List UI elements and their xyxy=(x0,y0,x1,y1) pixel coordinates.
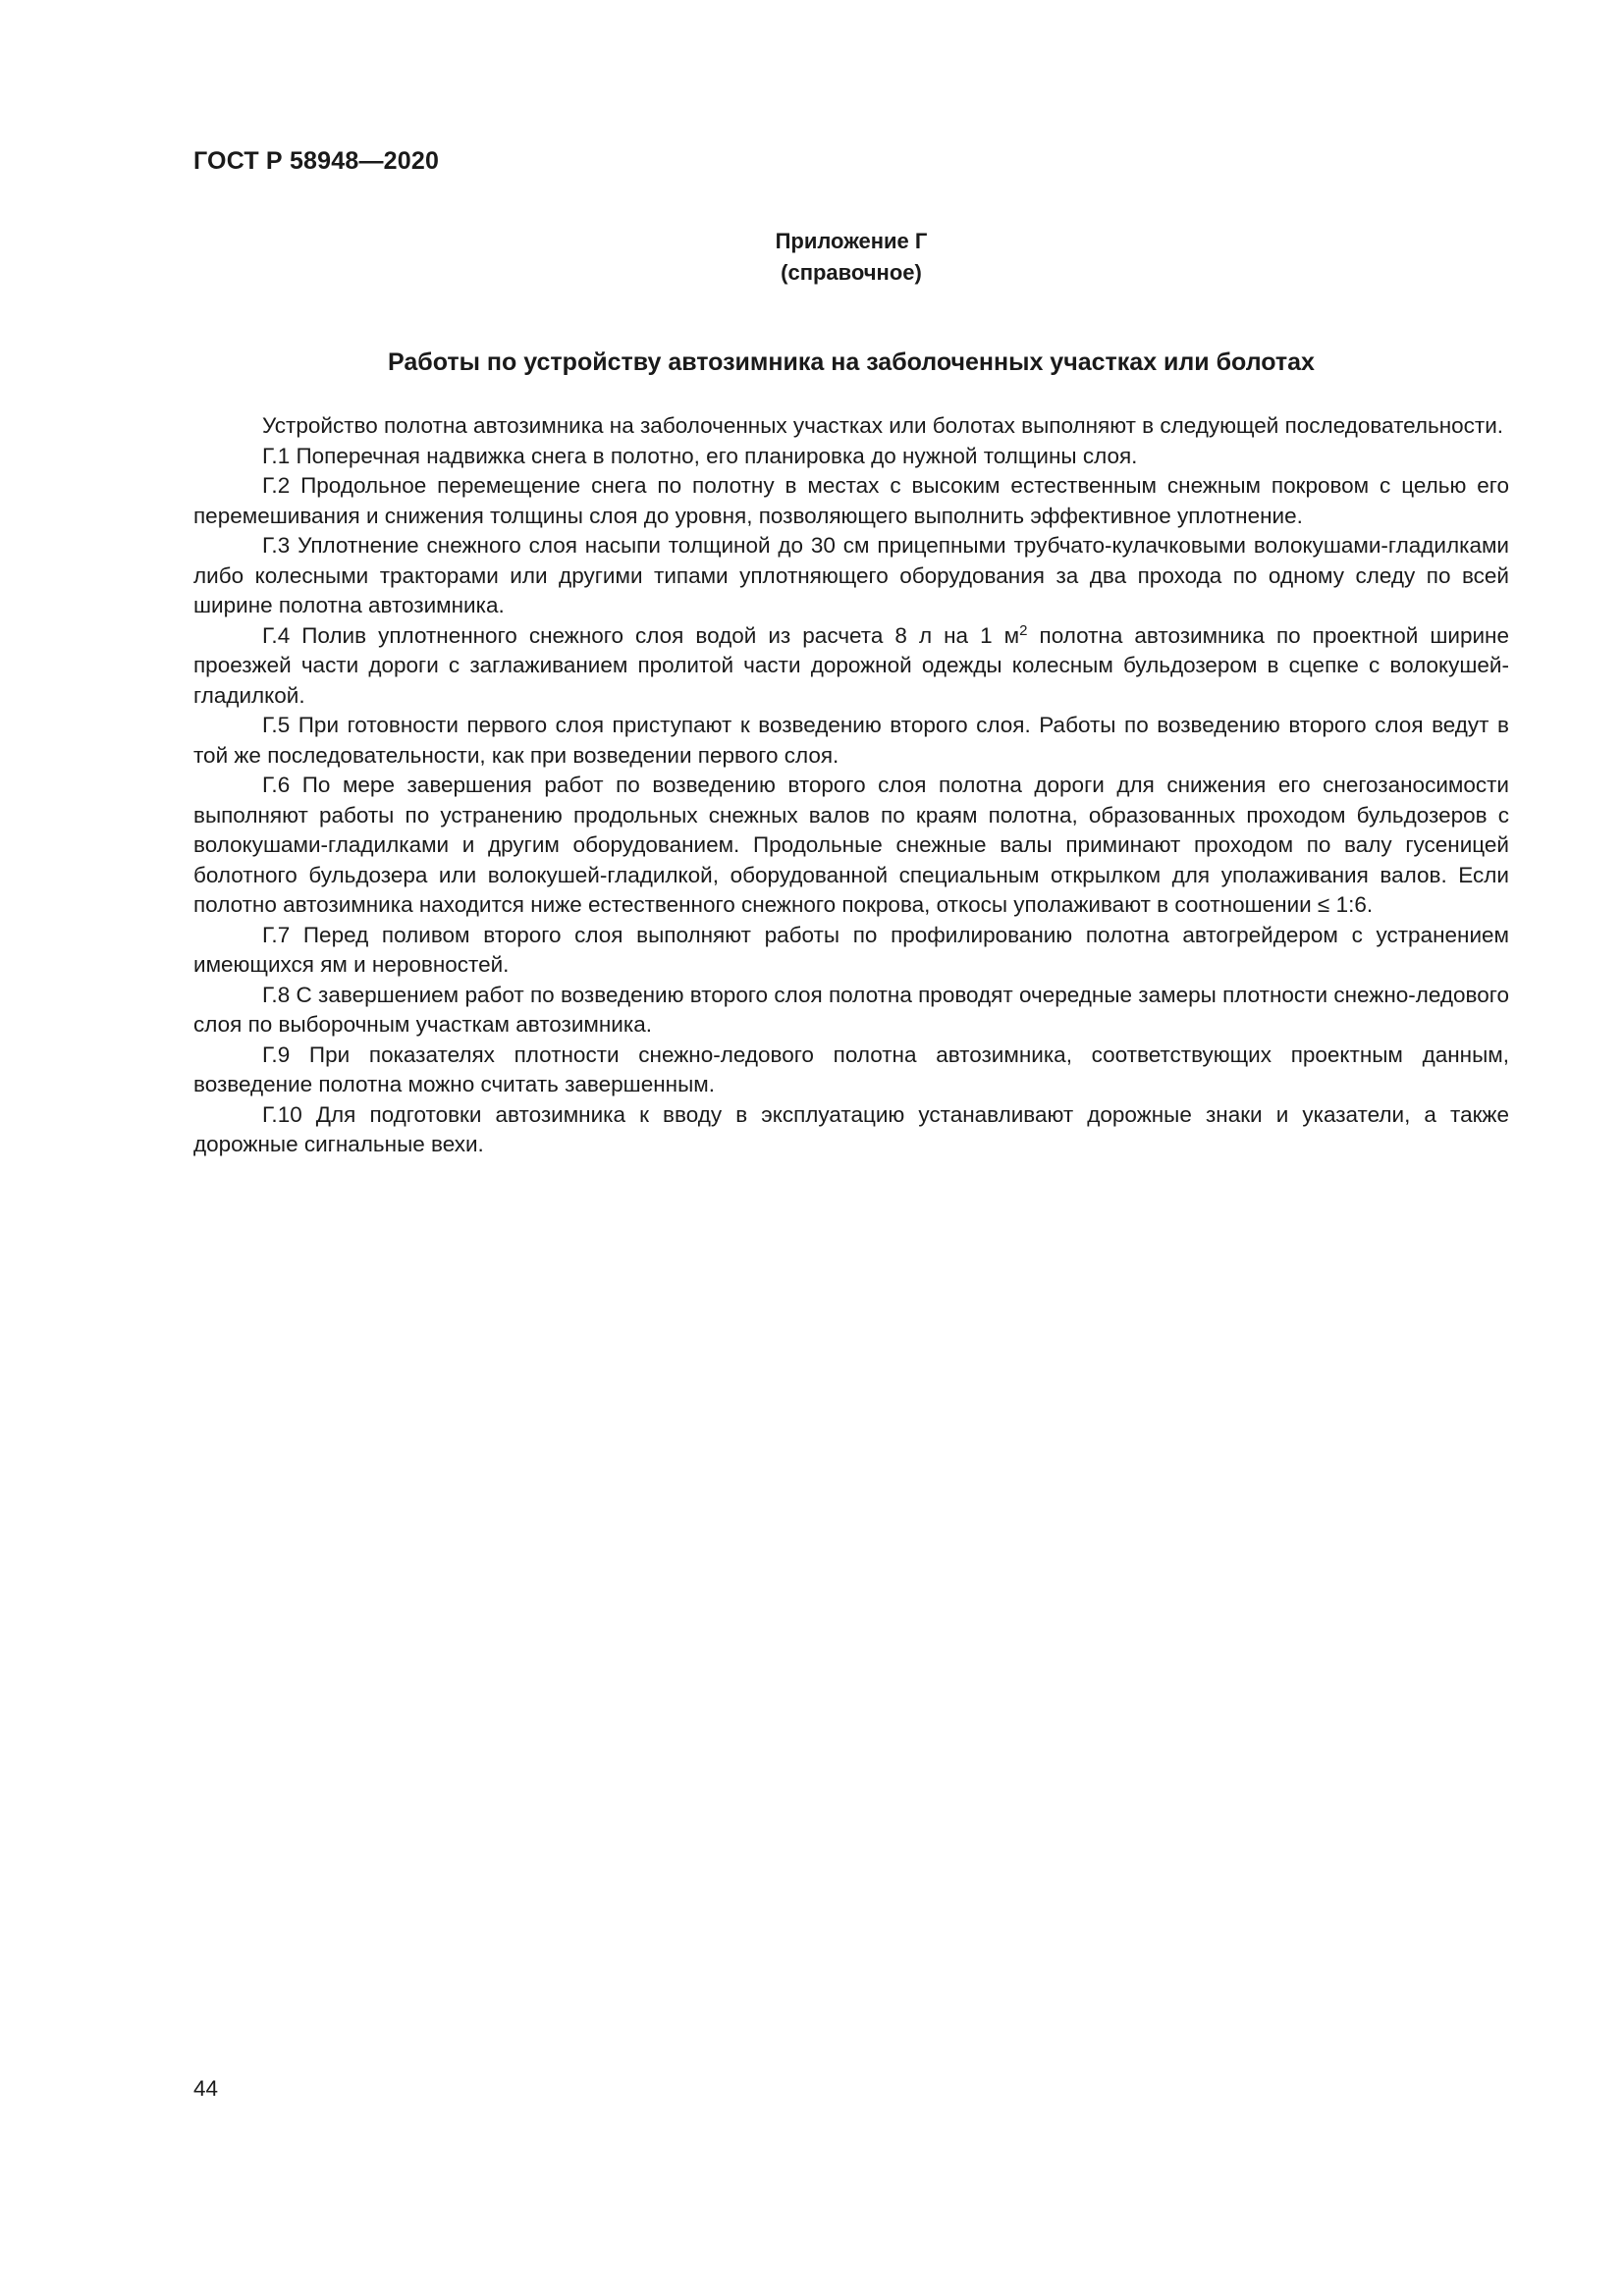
paragraph-g1: Г.1 Поперечная надвижка снега в полотно, его планировка до нужной толщины слоя. xyxy=(262,443,1138,468)
paragraph-g3: Г.3 Уплотнение снежного слоя насыпи толщиной до 30 см прицепными трубчато-кулачковыми волокушами-гладилками либо колесными тракторами или другими типами уплотняющего оборудования за два прохода по одному следу по всей ширине полотна автозимника. xyxy=(193,533,1509,617)
body-text xyxy=(193,411,1509,1160)
paragraph-g5: Г.5 При готовности первого слоя приступают к возведению второго слоя. Работы по возведению второго слоя ведут в той же последовательности, как при возведении первого слоя. xyxy=(193,713,1509,768)
appendix-type: (справочное) xyxy=(781,260,922,285)
section-title: Работы по устройству автозимника на заболоченных участках или болотах xyxy=(388,348,1315,376)
paragraph-g6: Г.6 По мере завершения работ по возведению второго слоя полотна дороги для снижения его снегозаносимости выполняют работы по устранению продольных снежных валов по краям полотна, образованных проходом бульдозеров с волокушами-гладилками и другим оборудованием. Продольные снежные валы приминают проходом по валу гусеницей болотного бульдозера или волокушей-гладилкой, оборудованной специальным открылком для уполаживания валов. Если полотно автозимника находится ниже естественного снежного покрова, откосы уполаживают в соотношении ≤ 1:6. xyxy=(193,773,1509,917)
paragraph-g4 xyxy=(193,621,1509,712)
paragraph-g9: Г.9 При показателях плотности снежно-ледового полотна автозимника, соответствующих проектным данным, возведение полотна можно считать завершенным. xyxy=(193,1041,1509,1096)
paragraph-g2: Г.2 Продольное перемещение снега по полотну в местах с высоким естественным снежным покровом с целью его перемешивания и снижения толщины слоя до уровня, позволяющего выполнить эффективное уплотнение. xyxy=(193,473,1509,528)
appendix-label: Приложение Г xyxy=(775,229,928,253)
paragraph-g8: Г.8 С завершением работ по возведению второго слоя полотна проводят очередные замеры плотности снежно-ледового слоя по выборочным участкам автозимника. xyxy=(193,982,1509,1037)
paragraph-intro: Устройство полотна автозимника на заболоченных участках или болотах выполняют в следующей последовательности. xyxy=(262,413,1504,438)
superscript-squared: 2 xyxy=(1019,621,1028,639)
paragraph-g7: Г.7 Перед поливом второго слоя выполняют работы по профилированию полотна автогрейдером с устранением имеющихся ям и неровностей. xyxy=(193,922,1509,977)
page-number: 44 xyxy=(193,2076,219,2101)
paragraph-g10: Г.10 Для подготовки автозимника к вводу в эксплуатацию устанавливают дорожные знаки и указатели, а также дорожные сигнальные вехи. xyxy=(193,1101,1509,1156)
paragraph-g4-part2: полотна автозимника по проектной ширине проезжей части дороги с заглаживанием пролитой части дорожной одежды колесным бульдозером в сцепке с волокушей-гладилкой. xyxy=(193,622,1509,708)
paragraph-g4-part1: Г.4 Полив уплотненного снежного слоя водой из расчета 8 л на 1 м xyxy=(262,622,1020,648)
appendix-heading xyxy=(193,226,1509,289)
document-code: ГОСТ Р 58948—2020 xyxy=(193,147,440,175)
